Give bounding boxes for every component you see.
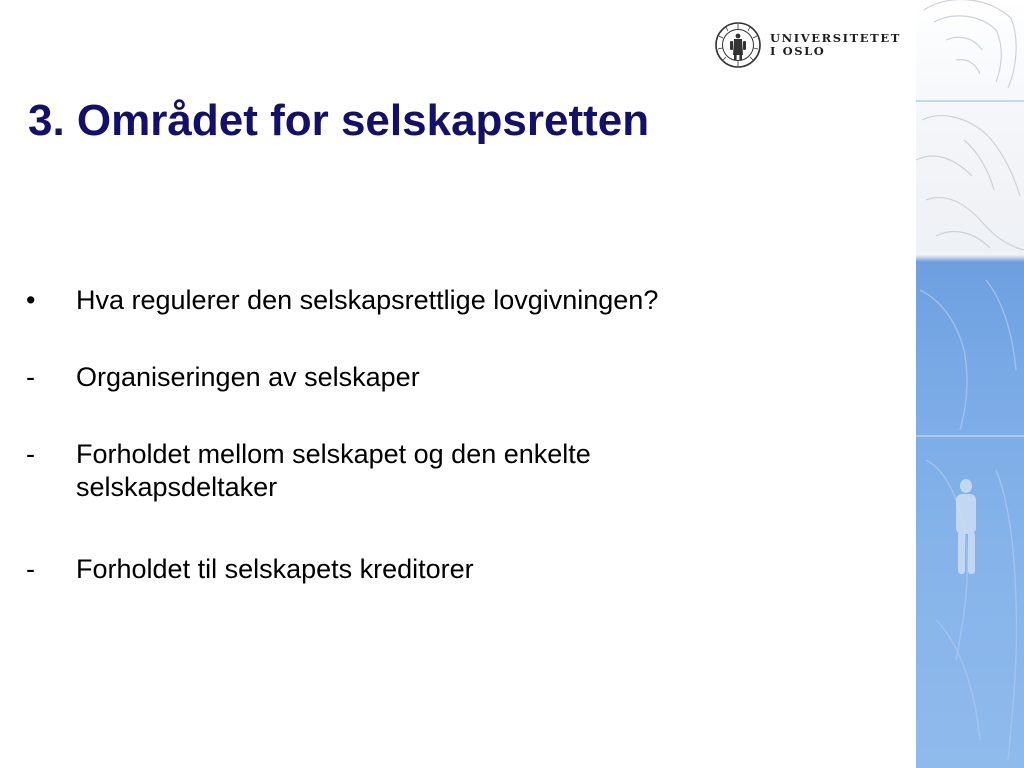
list-item-text: Hva regulerer den selskapsrettlige lovgivningen? xyxy=(76,285,659,315)
bullet-marker: • xyxy=(26,285,36,315)
statue-illustration-icon xyxy=(916,0,1024,768)
decorative-side-panel xyxy=(916,0,1024,768)
list-item-text: Forholdet til selskapets kreditorer xyxy=(76,554,474,584)
university-name xyxy=(770,32,901,58)
list-item-text: Organiseringen av selskaper xyxy=(76,362,420,392)
university-name-line2: I OSLO xyxy=(770,44,826,58)
dash-marker: - xyxy=(26,554,35,584)
university-name-line1: UNIVERSITETET xyxy=(770,31,901,45)
dash-marker: - xyxy=(26,439,35,469)
university-seal-icon xyxy=(714,21,762,69)
slide-title: 3. Området for selskapsretten xyxy=(28,96,650,145)
list-item-text: Forholdet mellom selskapet og den enkelte selskapsdeltaker xyxy=(76,439,591,502)
university-logo xyxy=(714,21,904,71)
dash-marker: - xyxy=(26,362,35,392)
